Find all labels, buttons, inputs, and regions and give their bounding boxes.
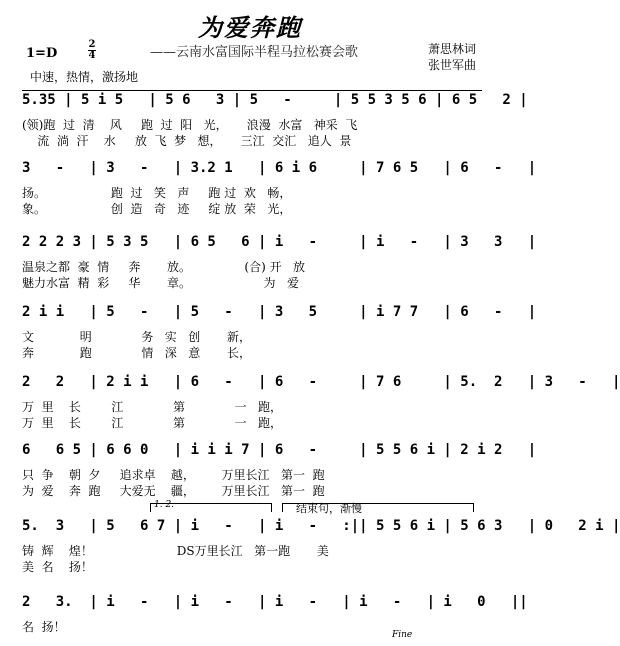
notes-line: 5.35 | 5 i 5 | 5 6 3 | 5 - | 5 5 3 5 6 | 6 5 2 | (22, 92, 528, 108)
lyric-line-1: 名 扬！ (22, 620, 66, 634)
song-title: 为爱奔跑 (198, 13, 302, 42)
beam-line (22, 90, 482, 91)
lyric-line-2: 流 淌 汗 水 放 飞 梦 想， 三江 交汇 追人 景 (22, 134, 352, 148)
fine-mark: Fine (392, 630, 413, 640)
lyric-line-1: 只 争 朝 夕 追求卓 越， 万里长江 第一 跑 (22, 468, 325, 482)
lyric-line-1: (领)跑 过 清 风 跑 过 阳 光， 浪漫 水富 神采 飞 (22, 118, 358, 132)
score-system-4 (22, 298, 537, 366)
lyric-line-2: 为 爱 奔 跑 大爱无 疆， 万里长江 第一 跑 (22, 484, 325, 498)
key-signature: 1=D (26, 46, 58, 61)
notes-line: 5. 3 | 5 6 7 | i - | i - :|| 5 5 6 i | 5 6 3 | 0 2 i | (22, 518, 620, 534)
lyric-line-2: 美 名 扬！ (22, 560, 93, 574)
lyric-line-2: 象。 创 造 奇 迹 绽 放 荣 光， (22, 202, 292, 216)
notes-line: 6 6 5 | 6 6 0 | i i i 7 | 6 - | 5 5 6 i | 2 i 2 | (22, 442, 537, 458)
lyric-line-2: 奔 跑 情 深 意 长， (22, 346, 251, 360)
lyric-line-1: 文 明 务 实 创 新， (22, 330, 251, 344)
score-system-7 (22, 512, 620, 580)
score-system-1 (22, 86, 528, 156)
notes-line: 2 3. | i - | i - | i - | i - | i 0 || (22, 594, 528, 610)
notes-line: 2 2 2 3 | 5 3 5 | 6 5 6 | i - | i - | 3 3 | (22, 234, 537, 250)
notes-line: 2 2 | 2 i i | 6 - | 6 - | 7 6 | 5. 2 | 3 - | (22, 374, 620, 390)
lyricist-credit: 萧思林词 (427, 42, 476, 56)
notes-line: 2 i i | 5 - | 5 - | 3 5 | i 7 7 | 6 - | (22, 304, 537, 320)
composer-credit: 张世军曲 (427, 58, 476, 72)
lyric-line-2: 魅力水富 精 彩 华 章。 为 爱 (22, 276, 299, 290)
time-sig-top: 2 (88, 39, 96, 50)
time-signature (88, 40, 96, 61)
song-subtitle: ——云南水富国际半程马拉松赛会歌 (150, 45, 359, 60)
lyric-line-1: 扬。 跑 过 笑 声 跑 过 欢 畅， (22, 186, 292, 200)
score-system-6 (22, 436, 537, 504)
lyric-line-1: 万 里 长 江 第 一 跑， (22, 400, 283, 414)
lyric-line-2: 万 里 长 江 第 一 跑， (22, 416, 283, 430)
time-sig-bottom: 4 (88, 50, 96, 61)
score-system-5 (22, 368, 620, 436)
notes-line: 3 - | 3 - | 3.2 1 | 6 i 6 | 7 6 5 | 6 - | (22, 160, 537, 176)
score-system-8 (22, 588, 528, 640)
ending-instruction: 结束句，渐慢 (296, 502, 362, 515)
tempo-marking: 中速，热情，激扬地 (30, 70, 139, 84)
lyric-line-1: 温泉之都 豪 情 奔 放。 (合) 开 放 (22, 260, 306, 274)
score-system-3 (22, 228, 537, 296)
lyric-line-1: 铸 辉 煌！ DS万里长江 第一跑 美 (22, 544, 329, 558)
volta-mark: 1. 2. (154, 500, 175, 510)
score-system-2 (22, 154, 537, 222)
